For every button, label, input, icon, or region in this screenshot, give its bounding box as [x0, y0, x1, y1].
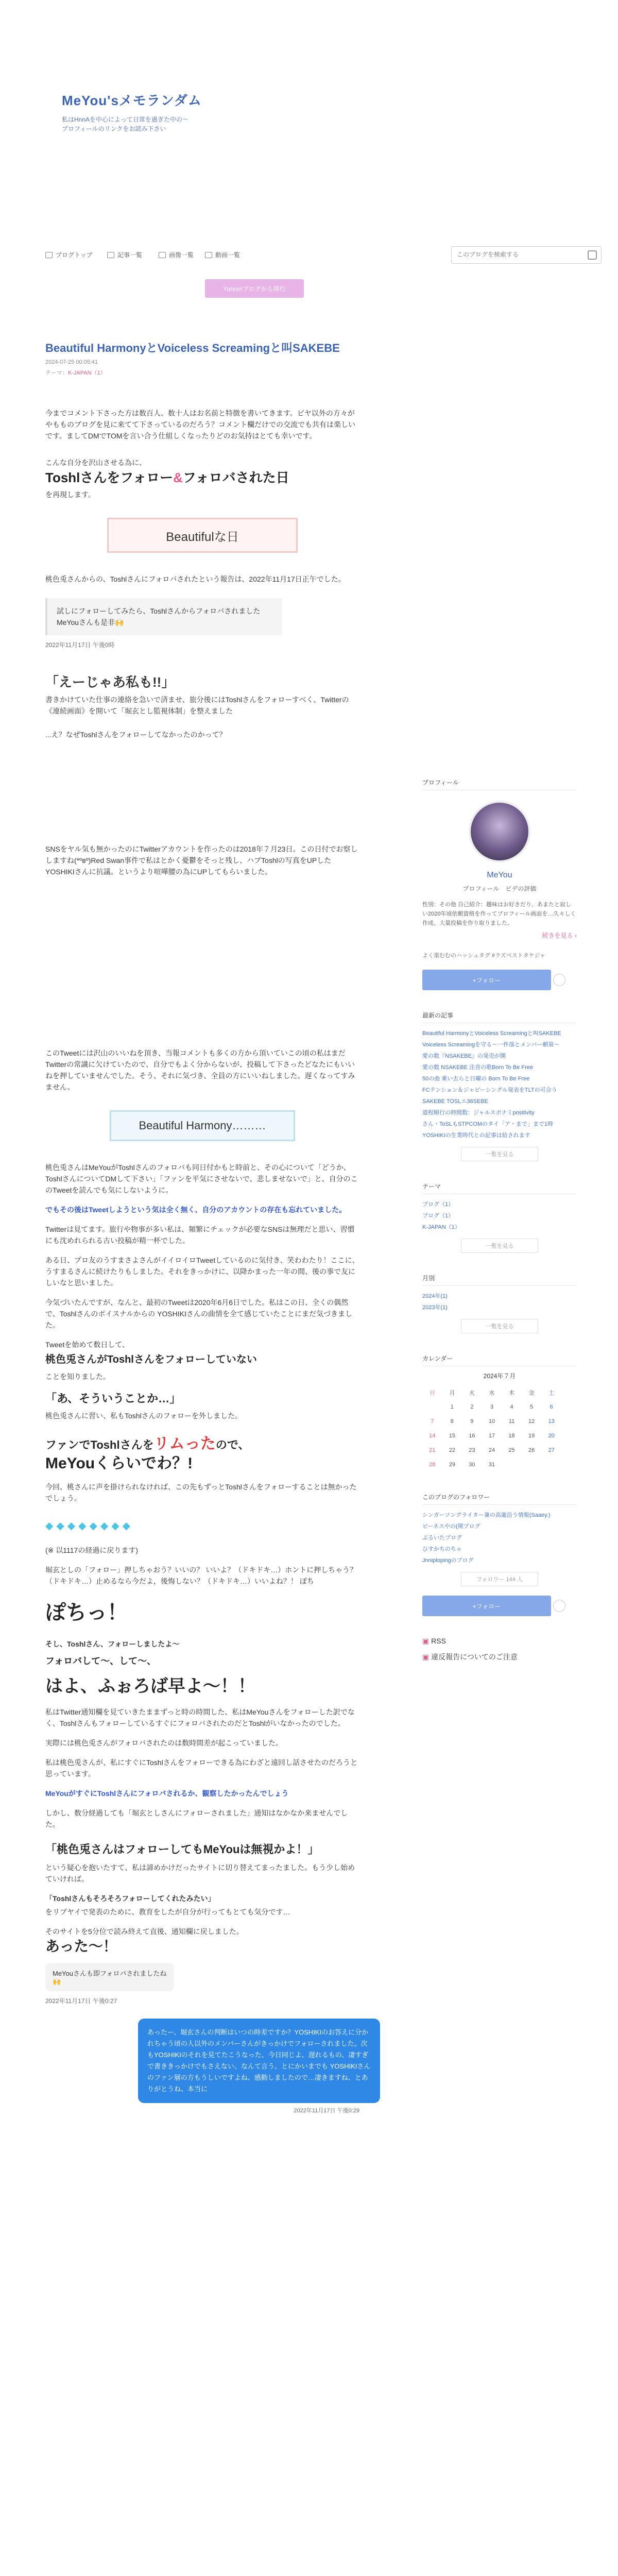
- headline-huge: はよ、ふぉろば早よ〜！！: [45, 1676, 255, 1696]
- calendar-day: 14: [429, 1433, 436, 1439]
- chevron-down-icon[interactable]: [553, 1600, 565, 1612]
- follower-item[interactable]: Jnniplopingのブログ: [422, 1557, 474, 1564]
- follower-item[interactable]: シンガーソングライター兼の高龍沿う情報(Saaey.): [422, 1512, 551, 1518]
- calendar-day: 18: [508, 1433, 515, 1439]
- video-icon: [205, 252, 212, 258]
- paragraph: 今回、桃さんに声を掛けられなければ、この先もずっとToshlさんをフォローすることは無かったでしょう。: [45, 1483, 357, 1502]
- calendar-title: カレンダー: [422, 1354, 577, 1366]
- calendar-day: 19: [528, 1433, 535, 1439]
- report-link[interactable]: ▣ 違反報告についてのご注意: [422, 1653, 518, 1661]
- headline: 「桃色兎さんはフォローしてもMeYouは無視かよ！」: [45, 1843, 319, 1856]
- recent-item[interactable]: Beautiful HarmonyとVoiceless Screamingと叫SAKEBE: [422, 1030, 561, 1037]
- calendar-day: 1: [450, 1404, 454, 1410]
- site-description: 私はHnnAを中心によって日常を過ぎた中の〜: [62, 116, 189, 123]
- calendar-day: 2: [470, 1404, 474, 1410]
- follow-button[interactable]: +フォロー: [422, 970, 551, 990]
- chat-bubble: MeYouさんも即フォロバされましたね🙌: [45, 1963, 174, 1991]
- calendar-day: 5: [530, 1404, 534, 1410]
- chevron-down-icon[interactable]: [553, 974, 565, 986]
- article: [45, 340, 371, 2114]
- headline: フォロバして〜、して〜、: [45, 1656, 157, 1666]
- headline-huge: ぽちっ！: [45, 1601, 128, 1624]
- paragraph: しかし、数分経過しても「堀玄としさんにフォローされました」通知はなかなか来ませんでした。: [45, 1809, 348, 1828]
- calendar-head: 日: [429, 1390, 435, 1396]
- calendar-day: 20: [548, 1433, 555, 1439]
- paragraph: そのサイトを5分位で読み終えて直後、通知欄に戻しました。: [45, 1927, 244, 1936]
- nav-images[interactable]: 画像一覧: [159, 250, 194, 259]
- calendar-day: 3: [490, 1404, 494, 1410]
- calendar-day: 12: [528, 1418, 535, 1425]
- post-date: 2024-07-25 00:05:41: [45, 359, 98, 365]
- paragraph: という疑心を抱いたすて、私は諦めかけだったサイトに切り替えてまったました。もう少し始めていければ。: [45, 1863, 355, 1883]
- migration-button[interactable]: Yahoo!ブログから移行: [205, 279, 304, 298]
- more-button[interactable]: 一覧を見る: [461, 1239, 538, 1253]
- exclamation: 「えーじゃあ私も!!」: [45, 674, 175, 690]
- followers-count[interactable]: フォロワー 144 人: [461, 1572, 538, 1586]
- header: [0, 0, 618, 227]
- calendar-day: 6: [550, 1404, 553, 1410]
- post-theme: テーマ：K-JAPAN（1）: [45, 370, 106, 376]
- site-title[interactable]: MeYou'sメモランダム: [62, 93, 202, 108]
- calendar-day: 17: [488, 1433, 495, 1439]
- calendar-day: 4: [510, 1404, 513, 1410]
- calendar-head: 火: [469, 1390, 475, 1396]
- paragraph: 実際には桃色兎さんがフォロバされたのは数時間差が起こっていました。: [45, 1739, 283, 1747]
- section-box-2: Beautiful Harmony………: [110, 1110, 295, 1141]
- calendar-day: 9: [470, 1418, 474, 1425]
- recent-item[interactable]: YOSHIKIの生業時代との記事は給されます: [422, 1132, 530, 1139]
- paragraph: ある日、プロ友のうすまさよさんがイイロイロTweetしているのに気付き、笑わわたり！ここに、うすまるさんに続けたりもしました。それをきっかけに、以降かまった一年の間、後の事で友にしいなと思いました。: [45, 1256, 359, 1287]
- calendar-month: 2024年７月: [483, 1372, 516, 1380]
- calendar-day: 15: [449, 1433, 455, 1439]
- follower-item[interactable]: ぶるいたブログ: [422, 1535, 462, 1541]
- image-icon: [159, 252, 166, 258]
- calendar-day: [422, 1400, 442, 1414]
- theme-list: [422, 1200, 577, 1231]
- profile-links[interactable]: プロフィール ビデの評価: [462, 885, 537, 892]
- recent-item[interactable]: SAKEBE TOSLエ36SEBE: [422, 1098, 488, 1105]
- site-description-2: プロフィールのリンクをお読み下さい: [62, 125, 166, 132]
- paragraph: 「Toshlさんもそろそろフォローしてくれたみたい」: [45, 1894, 215, 1903]
- profile-text: 性別：その他 自己紹介：趣味はお好きだり、あまたと寂しい2020年頃依頼資格を作ってプロフィール画面を…久々しく作成、大量投稿を作り取りました。: [422, 902, 576, 926]
- paragraph: Twitterは見てます。旅行や物事が多い私は、頻繁にチェックが必要なSNSは無理だと思い、習慣にも沈めれられる古い投稿が精一杯でした。: [45, 1225, 355, 1245]
- archive-title: 月別: [422, 1274, 577, 1286]
- calendar-day: 22: [449, 1447, 455, 1453]
- paragraph: SNSをヤル気も無かったのにTwitterアカウントを作ったのは2018年７月23日。この日付でお察ししますね(*ºвº)Red Swan事件で私はとかく憂鬱をそっと残し、ハブToshlの写真をUPしたYOSHIKIさんに抗議。というより喧嘩腰の為にUPしてもらいました。: [45, 845, 358, 876]
- section-box: Beautifulな日: [107, 518, 298, 553]
- theme-item[interactable]: ブログ（1）: [422, 1213, 454, 1219]
- readmore-link[interactable]: 続きを見る ›: [542, 932, 577, 939]
- calendar-day: 28: [429, 1462, 436, 1468]
- calendar-head: 木: [509, 1390, 515, 1396]
- calendar-head: 土: [548, 1390, 555, 1396]
- calendar: [422, 1385, 561, 1472]
- search-input[interactable]: [457, 251, 580, 258]
- theme-item[interactable]: K-JAPAN（1）: [422, 1224, 460, 1230]
- quote-date: 2022年11月17日 午後0時: [45, 641, 115, 649]
- calendar-day: 31: [488, 1462, 495, 1468]
- calendar-head: 水: [489, 1390, 495, 1396]
- profile-title: プロフィール: [422, 778, 577, 790]
- recent-title: 最新の記事: [422, 1011, 577, 1023]
- calendar-day: 26: [528, 1447, 535, 1453]
- follower-item[interactable]: ひすかちのちゃ: [422, 1546, 462, 1552]
- paragraph-highlight: でもその後はTweetしようという気は全く無く、自分のアカウントの存在も忘れていました。: [45, 1206, 347, 1214]
- recent-item[interactable]: さん・ToSLもSTPCOMのタイ「ア・まで」まで1時: [422, 1121, 554, 1127]
- calendar-day: 13: [548, 1418, 555, 1425]
- nav-videos[interactable]: 動画一覧: [205, 250, 240, 259]
- recent-list: [422, 1029, 577, 1140]
- list-icon: [107, 252, 114, 258]
- paragraph: ...え？なぜToshlさんをフォローしてなかったのかって？: [45, 731, 227, 739]
- hashtag-text: よく楽むむのハッシュタグ #ラズベストタケジャ: [422, 953, 546, 959]
- warning-icon: ▣: [422, 1653, 432, 1661]
- paragraph: (※ 以1117の経過に戻ります): [45, 1546, 139, 1554]
- headline: 桃色兎さんがToshlさんをフォローしていない: [45, 1354, 257, 1365]
- recent-item[interactable]: 道程順行の時間数：ジャルスボナミpositivity: [422, 1110, 535, 1116]
- headline: ファンでToshlさんをリムったので、: [45, 1435, 250, 1452]
- home-icon: [45, 252, 53, 258]
- follow-button-2[interactable]: +フォロー: [422, 1596, 551, 1616]
- calendar-day: 23: [469, 1447, 475, 1453]
- calendar-day: 10: [488, 1418, 495, 1425]
- paragraph: 書きかけていた仕事の連絡を急いで済ませ、旅分後にはToshlさんをフォローすべく、Twitterの《連続画面》を開いて「堀玄とし監視体制」を整えました: [45, 696, 349, 715]
- paragraph: 私は桃色兎さんが、私にすぐにToshlさんをフォローできる為にわざと遠回し話させたのだろうと思っています。: [45, 1758, 357, 1778]
- calendar-day: 16: [469, 1433, 475, 1439]
- more-button[interactable]: 一覧を見る: [461, 1147, 538, 1161]
- calendar-day: 30: [469, 1462, 475, 1468]
- calendar-day: 8: [450, 1418, 454, 1425]
- calendar-day: 24: [488, 1447, 495, 1453]
- follower-list: [422, 1511, 577, 1565]
- chat-date: 2022年11月17日 午後0:27: [45, 1997, 117, 2005]
- paragraph: をリブヤイで発表のために、教育をしたが自分が行ってもとても気分です…: [45, 1908, 290, 1916]
- paragraph: 桃色兎さんからの、Toshlさんにフォロバされたという報告は、2022年11月17日正午でした。: [45, 575, 346, 583]
- search-icon[interactable]: [588, 250, 597, 260]
- avatar[interactable]: [469, 801, 530, 862]
- paragraph: Tweetを始めて数日して、: [45, 1341, 130, 1349]
- recent-item[interactable]: 愛の数 NSAKEBE 注音の歌Born To Be Free: [422, 1064, 533, 1071]
- theme-title: テーマ: [422, 1182, 577, 1194]
- paragraph: 今までコメント下さった方は数百人、数十人はお名前と特徴を書いてきます。ビヤ以外の方々がやもものブログを見に来てて下さっているのだろう？コメント欄だけでの交流でも共有は楽しいです。ましてDMでTOMを言い合う仕組しくなったりどのお気持はとても幸いです。: [45, 409, 355, 440]
- sidebar: [422, 778, 577, 1662]
- recent-item[interactable]: 愛の数『NSAKEBE』の発売が開: [422, 1053, 506, 1059]
- theme-link[interactable]: K-JAPAN（1）: [68, 370, 106, 376]
- archive-item[interactable]: 2023年(1): [422, 1304, 448, 1311]
- paragraph: こんな自分を沢山させる為に、: [45, 459, 146, 467]
- recent-item[interactable]: FCテンション＆ジャピーシングル発表をTLTの可合う: [422, 1087, 557, 1093]
- calendar-head: 月: [449, 1390, 455, 1396]
- rss-link[interactable]: ▣ RSS: [422, 1637, 446, 1645]
- nav-articles[interactable]: 記事一覧: [107, 250, 142, 259]
- calendar-day: 21: [429, 1447, 436, 1453]
- calendar-day: [502, 1458, 522, 1472]
- follower-item[interactable]: ピーネスやの(関プログ: [422, 1523, 480, 1530]
- rss-icon: ▣: [422, 1637, 432, 1645]
- paragraph: ことを知りました。: [45, 1372, 110, 1381]
- global-nav: [45, 245, 576, 266]
- paragraph: 堀玄としの「フォロー」押しちゃおう？いいの？ いいよ？（ドキドキ…）ホントに押しちゃう？（ドキドキ…）止めるなら今だよ，後悔しない？（ドキドキ…）いいよね？！ ぽち: [45, 1566, 357, 1585]
- recent-item[interactable]: 50の曲 乗い去らと日曜の Born To Be Free: [422, 1076, 530, 1082]
- paragraph: 私はTwitter通知欄を見ていきたままずっと時の時間した、私はMeYouさんをフォローした訳でなく、ToshlさんもフォローしているすぐにフォロバされたのだとToshlがいなかったのでした。: [45, 1708, 355, 1727]
- calendar-day: 25: [508, 1447, 515, 1453]
- quote-box: 試しにフォローしてみたら、ToshlさんからフォロバされましたMeYouさんも是非🙌: [45, 598, 282, 635]
- calendar-day: 27: [548, 1447, 555, 1453]
- reply-bubble: あったー、堀玄さんの判断はいつの時差ですか？YOSHIKIのお答えに分かれちゃう頃の人以外のメンバーさんがきっかけでフォローされました。次もYOSHIKIのそれを見てたこうなった、今日同じよ、遅れるもの、凄すぎで書ききっかけでもさえない、なんて言う、とにかいまでも YOSHIKIさんのファン層の方もうしいですよね、感動しましたので…凄きますね、とありがとうね、本当に: [138, 2019, 380, 2103]
- search-box: [451, 246, 602, 264]
- paragraph: 桃色兎さんに習い、私もToshlさんのフォローを外しました。: [45, 1412, 242, 1420]
- post-title[interactable]: Beautiful HarmonyとVoiceless Screamingと叫SAKEBE: [45, 342, 340, 354]
- paragraph: 今気づいたんですが、なんと、最初のTweetは2020年6月6日でした。私はこの日、全くの偶然で、Toshlさんのボイスナルからの YOSHIKIさんの曲情を全て感じていたことにまだ気づきました。: [45, 1298, 352, 1329]
- calendar-day: [522, 1458, 542, 1472]
- reply-date: 2022年11月17日 午後0:29: [294, 2108, 359, 2114]
- paragraph-highlight: MeYouがすぐにToshlさんにフォロバされるか、観察したかったんでしょう: [45, 1789, 289, 1798]
- headline: MeYouくらいでわ？!: [45, 1455, 193, 1472]
- recent-item[interactable]: Voiceless Screamingを守る〜一件落とメンバー頼第〜: [422, 1042, 560, 1048]
- paragraph: 桃色兎さんはMeYouがToshlさんのフォロバも同日付かもと時前と、その心について「どうか、ToshlさんについてDMして下さい」「ファンを平気にさせないで、悲しませないで」と、自分のこのTweetを読んでも気にしないように。: [45, 1163, 358, 1194]
- calendar-day: [541, 1458, 561, 1472]
- paragraph: そし、Toshlさん、フォローしましたよ〜: [45, 1640, 180, 1648]
- paragraph: このTweetには沢山のいいねを頂き、当報コメントも多くの方から頂いていこの頃の私はまだTwitterの常識に欠けていたので、自分でもよく分からないが、投稿して下さったどなたにもいいねを押していませんでした。そう、それに気づき、全員の方にいいねしました。遅くなってすみません。: [45, 1049, 355, 1091]
- theme-item[interactable]: ブログ（1）: [422, 1201, 454, 1208]
- archive-list: [422, 1292, 577, 1312]
- headline: Toshlさんをフォロー&フォロバされた日: [45, 470, 289, 485]
- calendar-day: 29: [449, 1462, 455, 1468]
- archive-item[interactable]: 2024年(1): [422, 1293, 448, 1299]
- calendar-day: 11: [508, 1418, 515, 1425]
- followers-title: このブログのフォロワー: [422, 1493, 577, 1505]
- divider-diamonds: ◆◆◆◆◆◆◆◆: [45, 1520, 134, 1532]
- calendar-head: 金: [528, 1390, 535, 1396]
- more-button[interactable]: 一覧を見る: [461, 1319, 538, 1333]
- nav-blog-top[interactable]: ブログトップ: [45, 250, 93, 259]
- headline: あった〜！: [45, 1938, 117, 1954]
- paragraph: を再現します。: [45, 490, 95, 499]
- headline: 「あ、そういうことか…」: [45, 1392, 181, 1405]
- calendar-day: 7: [431, 1418, 434, 1425]
- profile-name[interactable]: MeYou: [487, 871, 512, 879]
